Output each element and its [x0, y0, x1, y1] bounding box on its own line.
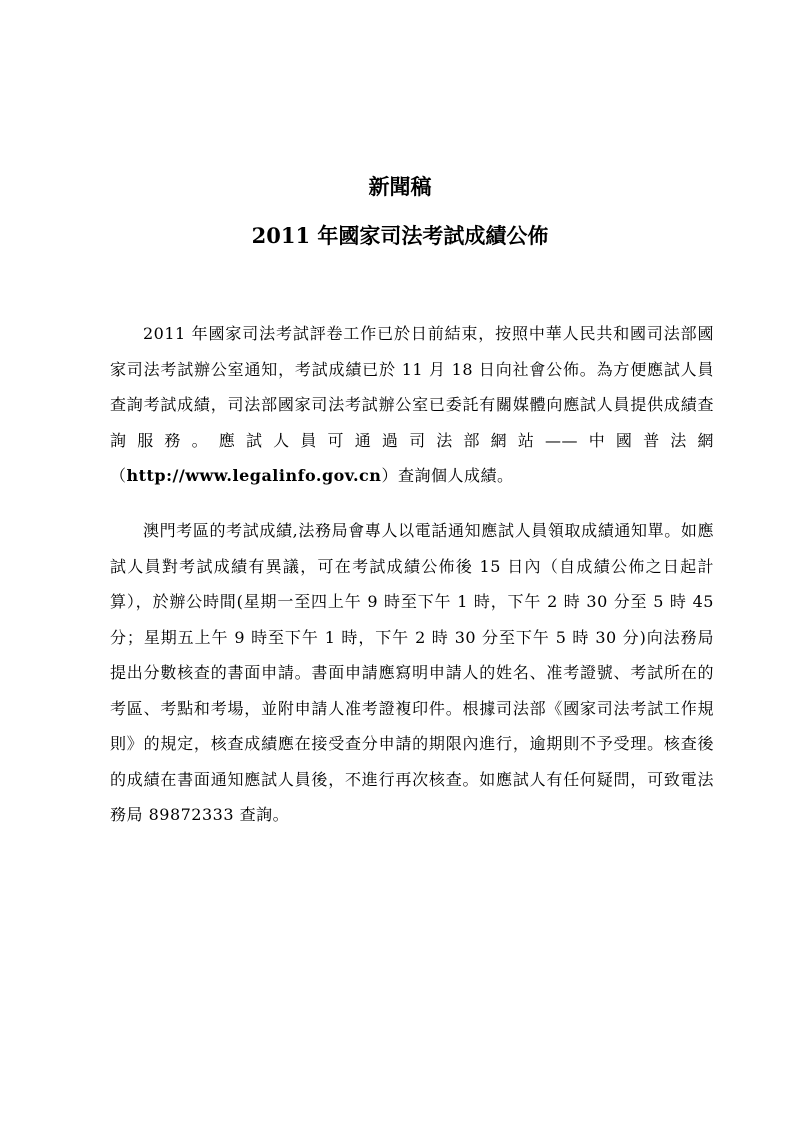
legalinfo-url-text: http://www.legalinfo.gov.cn: [126, 466, 382, 485]
results-text-end: ）查詢個人成績。: [381, 466, 514, 485]
results-paragraph: [110, 316, 714, 494]
review-request-paragraph: 澳門考區的考試成績,法務局會專人以電話通知應試人員領取成績通知單。如應試人員對考試成績有異議，可在考試成績公佈後 15 日內（自成績公佈之日起計算），於辦公時間(星期一至四上午 9 時至下午 1 時，下午 2 時 30 分至 5 時 45 分；星期五上午 9 時至下午 1 時，下午 2 時 30 分至下午 5 時 30 分)向法務局提出分數核查的書面申請。書面申請應寫明申請人的姓名、准考證號、考試所在的考區、考點和考場，並附申請人准考證複印件。根據司法部《國家司法考試工作規則》的規定，核查成績應在接受查分申請的期限內進行，逾期則不予受理。核查後的成績在書面通知應試人員後，不進行再次核查。如應試人有任何疑問，可致電法務局 89872333 查詢。: [110, 521, 714, 824]
results-text: 2011 年國家司法考試評卷工作已於日前結束，按照中華人民共和國司法部國家司法考試辦公室通知，考試成績已於 11 月 18 日向社會公佈。為方便應試人員查詢考試成績，司法部國家司法考試辦公室已委託有關媒體向應試人員提供成績查詢服務。應試人員可通過司法部網站——中國普法網（: [110, 324, 714, 485]
press-release-heading: 新聞稿: [368, 174, 432, 199]
announcement-title: 2011 年國家司法考試成績公佈: [251, 223, 549, 248]
